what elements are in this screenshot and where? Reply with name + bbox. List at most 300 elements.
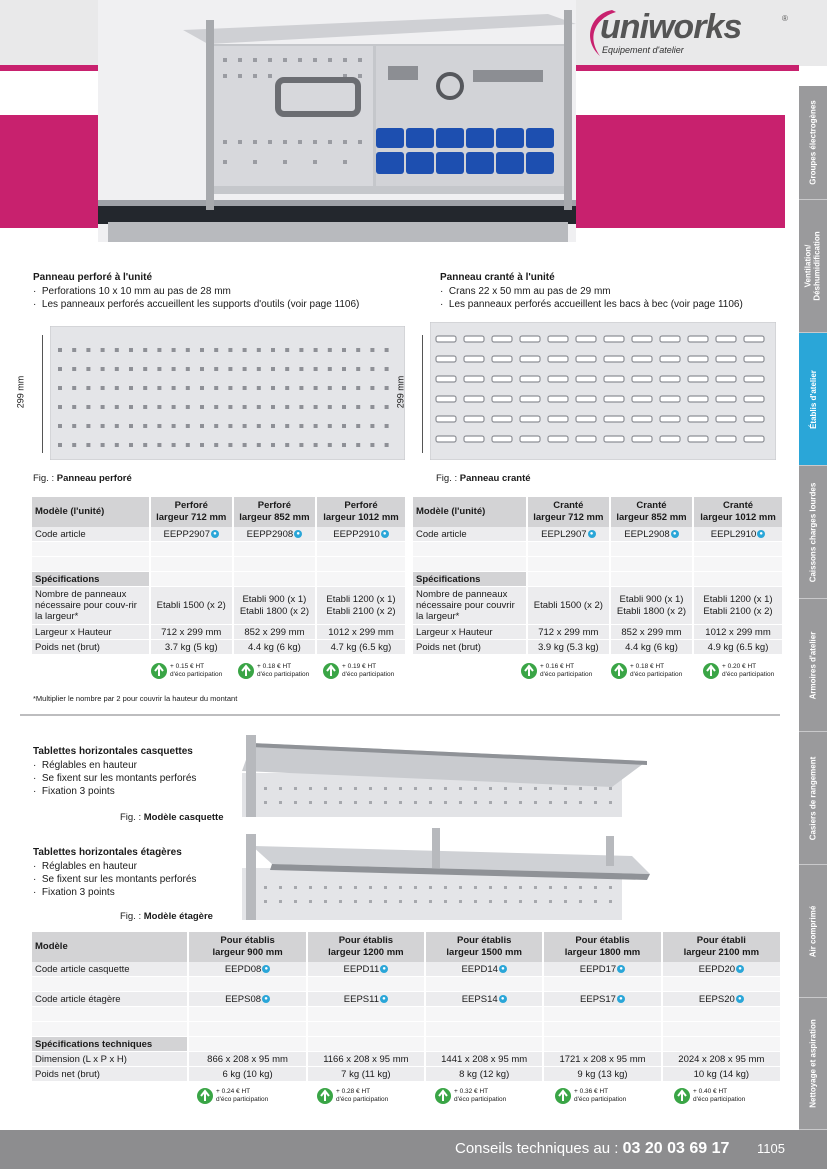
notch-slot (716, 436, 736, 442)
perforation-hole (324, 787, 327, 790)
notch-slot (436, 416, 456, 422)
notch-slot (688, 356, 708, 362)
perforation-hole (328, 424, 332, 428)
perforation-hole (339, 886, 342, 889)
perforation-hole (314, 424, 318, 428)
perforation-hole (354, 801, 357, 804)
casquette-title: Tablettes horizontales casquettes (33, 746, 193, 757)
code-cell: EEPS11 ● (308, 992, 424, 1007)
page-number: 1105 (757, 1141, 785, 1156)
crante-fig-caption: Fig. : Panneau cranté (436, 473, 531, 484)
perforation-hole (257, 424, 261, 428)
info-icon: ● (499, 995, 507, 1003)
perforation-hole (264, 787, 267, 790)
table-header: Perforé largeur 712 mm (151, 497, 232, 527)
perforation-hole (429, 900, 432, 903)
notch-slot (660, 356, 680, 362)
perforation-hole (172, 386, 176, 390)
perforation-hole (342, 405, 346, 409)
perforation-hole (504, 801, 507, 804)
tab-air-comprime[interactable]: Air comprimé (799, 865, 827, 998)
perforation-hole (370, 405, 374, 409)
perforation-hole (369, 801, 372, 804)
perforation-hole (370, 367, 374, 371)
perforation-hole (101, 348, 105, 352)
notch-slot (604, 376, 624, 382)
perforation-hole (489, 886, 492, 889)
tab-caissons[interactable]: Caissons charges lourdes (799, 466, 827, 599)
perforation-hole (299, 367, 303, 371)
info-icon: ● (736, 965, 744, 973)
perforation-hole (186, 405, 190, 409)
eco-participation: + 0.40 € HT d'éco participation (673, 1087, 745, 1105)
perforation-hole (309, 801, 312, 804)
perforation-hole (299, 443, 303, 447)
phone-number[interactable]: 03 20 03 69 17 (622, 1140, 730, 1157)
perforation-hole (271, 367, 275, 371)
bullet-item: · Les panneaux perforés accueillent les supports d'outils (voir page 1106) (33, 299, 360, 310)
perforation-hole (299, 386, 303, 390)
info-icon: ● (380, 995, 388, 1003)
perforation-hole (101, 443, 105, 447)
perforation-hole (594, 886, 597, 889)
notch-slot (464, 416, 484, 422)
perforation-hole (157, 424, 161, 428)
perforation-hole (214, 405, 218, 409)
perforation-hole (228, 443, 232, 447)
perforation-hole (328, 386, 332, 390)
perforation-hole (264, 900, 267, 903)
perforation-hole (339, 801, 342, 804)
perforation-hole (101, 405, 105, 409)
perforation-hole (549, 787, 552, 790)
footer-contact: Conseils techniques au : 03 20 03 69 17 (455, 1140, 730, 1157)
perforation-hole (369, 886, 372, 889)
perforation-hole (328, 443, 332, 447)
perforation-hole (534, 900, 537, 903)
notch-slot (464, 396, 484, 402)
perforation-hole (459, 787, 462, 790)
perforation-hole (385, 348, 389, 352)
code-cell: EEPS20 ● (663, 992, 780, 1007)
perforation-hole (384, 886, 387, 889)
perforation-hole (342, 386, 346, 390)
perforation-hole (385, 405, 389, 409)
notch-slot (716, 336, 736, 342)
bullet-item: · Réglables en hauteur (33, 861, 137, 872)
table-header: Pour établis largeur 1200 mm (308, 932, 424, 962)
notch-slot (660, 336, 680, 342)
info-icon: ● (588, 530, 596, 538)
perforation-hole (299, 405, 303, 409)
table-header: Pour établis largeur 1800 mm (544, 932, 660, 962)
perforation-hole (228, 386, 232, 390)
perforation-hole (115, 424, 119, 428)
info-icon: ● (262, 965, 270, 973)
table-header: Modèle (32, 932, 187, 962)
perforation-hole (172, 424, 176, 428)
notch-slot (548, 436, 568, 442)
perforation-hole (257, 348, 261, 352)
notch-slot (576, 336, 596, 342)
perforation-hole (609, 886, 612, 889)
notch-slot (520, 436, 540, 442)
notch-slot (520, 416, 540, 422)
perforation-hole (342, 443, 346, 447)
table-header: Cranté largeur 712 mm (528, 497, 609, 527)
casquette-shelf-image (242, 735, 647, 817)
perforation-hole (444, 787, 447, 790)
etagere-bullets (33, 860, 196, 899)
perforation-hole (519, 886, 522, 889)
perforation-hole (157, 443, 161, 447)
perforation-hole (186, 367, 190, 371)
perforation-hole (143, 424, 147, 428)
casquette-bullets (33, 759, 196, 798)
info-icon: ● (262, 995, 270, 1003)
perforation-hole (279, 886, 282, 889)
perforation-hole (564, 900, 567, 903)
perforation-hole (285, 443, 289, 447)
section-label: Spécifications (413, 572, 526, 587)
perforation-hole (534, 886, 537, 889)
notch-slot (492, 436, 512, 442)
section-label: Spécifications techniques (32, 1037, 187, 1052)
section-label: Spécifications (32, 572, 149, 587)
code-cell: EEPS08 ● (189, 992, 305, 1007)
perforation-hole (264, 886, 267, 889)
perforation-hole (339, 787, 342, 790)
perforation-hole (285, 386, 289, 390)
perforation-hole (86, 424, 90, 428)
tab-armoires[interactable]: Armoires d'atelier (799, 599, 827, 732)
perforation-hole (243, 443, 247, 447)
crante-dimension: 299 mm (408, 335, 428, 453)
shelf-table: Modèle Pour établis largeur 900 mm Pour établis largeur 1200 mm Pour établis largeur 1500 mm Pour établis largeur 1800 mm Pour établi largeur 2100 mm Code article casquette EEPD08 ● EEPD11 ● EEPD14 ● EEPD17 ● EEPD20 ● Code article étagère EEPS08 ● EEPS11 ● EEPS14 ● EEPS17 ● EEPS20 ● Spécifications techniques Dimension (L x P x H) 866 x 208 x 95 mm 1166 x 208 x 95 mm 1441 x 208 x 95 mm 1721 x 208 x 95 mm 2024 x 208 x 95 mm Poids net (brut) 6 kg (10 kg) 7 kg (11 kg) 8 kg (12 kg) 9 kg (13 kg) 10 kg (14 kg) (30, 932, 782, 1082)
eco-participation: + 0.20 € HT d'éco participation (702, 662, 774, 680)
perforation-hole (384, 900, 387, 903)
perforation-hole (271, 424, 275, 428)
perforation-hole (594, 801, 597, 804)
perforation-hole (157, 348, 161, 352)
perforation-hole (101, 424, 105, 428)
perforation-hole (129, 348, 133, 352)
perforation-hole (414, 900, 417, 903)
notch-slot (576, 396, 596, 402)
perforation-hole (271, 443, 275, 447)
perforation-hole (115, 348, 119, 352)
perforation-hole (214, 443, 218, 447)
perforation-hole (129, 405, 133, 409)
perforation-hole (399, 787, 402, 790)
table-header: Perforé largeur 1012 mm (317, 497, 405, 527)
notch-slot (604, 356, 624, 362)
tab-ventilation[interactable]: Ventilation/ Déshumidification (799, 200, 827, 333)
notch-slot (744, 436, 764, 442)
notch-slot (744, 416, 764, 422)
perforation-hole (72, 405, 76, 409)
notch-slot (576, 416, 596, 422)
notch-slot (632, 356, 652, 362)
recycle-icon (434, 1087, 452, 1105)
table-header: Pour établis largeur 1500 mm (426, 932, 542, 962)
perforation-hole (72, 443, 76, 447)
info-icon: ● (757, 530, 765, 538)
perforation-hole (385, 443, 389, 447)
perforation-hole (72, 367, 76, 371)
perforation-hole (115, 405, 119, 409)
perforation-hole (579, 801, 582, 804)
perfore-table: Modèle (l'unité) Perforé largeur 712 mm Perforé largeur 852 mm Perforé largeur 1012 mm Code article EEPP2907 ● EEPP2908 ● EEPP2910 ● Spécifications Nombre de panneaux nécessaire pour couv-rir la largeur* Etabli 1500 (x 2) Etabli 900 (x 1) Etabli 1800 (x 2) Etabli 1200 (x 1) Etabli 2100 (x 2) Largeur x Hauteur 712 x 299 mm 852 x 299 mm 1012 x 299 mm Poids net (brut) 3.7 kg (5 kg) 4.4 kg (6 kg) 4.7 kg (6.5 kg) (30, 497, 407, 655)
notch-slot (436, 396, 456, 402)
perforation-hole (384, 787, 387, 790)
perforation-hole (328, 405, 332, 409)
perforation-hole (115, 367, 119, 371)
crante-title: Panneau cranté à l'unité (440, 272, 555, 283)
perforation-hole (243, 367, 247, 371)
bullet-item: · Fixation 3 points (33, 887, 115, 898)
perforation-hole (294, 787, 297, 790)
perforation-hole (314, 443, 318, 447)
perforation-hole (489, 801, 492, 804)
perforation-hole (200, 405, 204, 409)
perforation-hole (579, 787, 582, 790)
notch-slot (660, 416, 680, 422)
perforation-hole (549, 900, 552, 903)
perforation-hole (143, 367, 147, 371)
perforation-hole (243, 386, 247, 390)
notch-slot (548, 356, 568, 362)
perforation-hole (429, 886, 432, 889)
perforation-hole (474, 886, 477, 889)
perforation-hole (101, 367, 105, 371)
tab-groupes-electrogenes[interactable]: Groupes électrogènes (799, 86, 827, 200)
eco-participation: + 0.18 € HT d'éco participation (237, 662, 309, 680)
notch-slot (716, 396, 736, 402)
row-label: Code article (32, 527, 149, 542)
recycle-icon (520, 662, 538, 680)
perforation-hole (342, 348, 346, 352)
perforation-hole (58, 424, 62, 428)
code-cell: EEPD11 ● (308, 962, 424, 977)
notch-slot (744, 396, 764, 402)
notch-slot (548, 416, 568, 422)
perforation-hole (354, 787, 357, 790)
perforation-hole (228, 367, 232, 371)
tab-casiers[interactable]: Casiers de rangement (799, 732, 827, 865)
recycle-icon (237, 662, 255, 680)
notch-slot (660, 396, 680, 402)
etagere-title: Tablettes horizontales étagères (33, 847, 182, 858)
perforation-hole (115, 443, 119, 447)
perforation-hole (579, 886, 582, 889)
perforation-hole (243, 348, 247, 352)
perforation-hole (294, 900, 297, 903)
perforation-hole (385, 386, 389, 390)
perforation-hole (444, 886, 447, 889)
notch-slot (548, 336, 568, 342)
bullet-item: · Crans 22 x 50 mm au pas de 29 mm (440, 286, 611, 297)
code-cell: EEPD08 ● (189, 962, 305, 977)
table-header: Perforé largeur 852 mm (234, 497, 315, 527)
perforation-hole (354, 886, 357, 889)
perforation-hole (429, 787, 432, 790)
perforation-hole (609, 787, 612, 790)
bullet-item: · Se fixent sur les montants perforés (33, 773, 197, 784)
notch-slot (604, 416, 624, 422)
info-icon: ● (211, 530, 219, 538)
perforation-hole (534, 787, 537, 790)
brand-registered: ® (782, 14, 788, 23)
perforation-hole (370, 424, 374, 428)
perforation-hole (519, 787, 522, 790)
recycle-icon (196, 1087, 214, 1105)
notch-slot (632, 436, 652, 442)
perforation-hole (356, 424, 360, 428)
tab-etablis-atelier[interactable]: Établis d'atelier (799, 333, 827, 466)
perforation-hole (172, 405, 176, 409)
perforation-hole (314, 348, 318, 352)
notch-slot (632, 376, 652, 382)
perforation-hole (129, 367, 133, 371)
perforation-hole (115, 386, 119, 390)
perforation-hole (143, 405, 147, 409)
notch-slot (520, 356, 540, 362)
bullet-item: · Les panneaux perforés accueillent les bacs à bec (voir page 1106) (440, 299, 743, 310)
table-header: Pour établis largeur 900 mm (189, 932, 305, 962)
code-cell: EEPS14 ● (426, 992, 542, 1007)
notch-slot (716, 356, 736, 362)
recycle-icon (554, 1087, 572, 1105)
code-cell: EEPD20 ● (663, 962, 780, 977)
perforation-hole (414, 801, 417, 804)
code-cell: EEPS17 ● (544, 992, 660, 1007)
perforation-hole (157, 367, 161, 371)
notch-slot (688, 376, 708, 382)
tab-nettoyage[interactable]: Nettoyage et aspiration (799, 998, 827, 1130)
perforation-hole (143, 386, 147, 390)
perforation-hole (143, 443, 147, 447)
brand-name: uniworks (600, 8, 742, 46)
notch-slot (744, 376, 764, 382)
perforation-hole (299, 424, 303, 428)
recycle-icon (702, 662, 720, 680)
perfore-panel-image (50, 326, 405, 460)
perforation-hole (324, 801, 327, 804)
casquette-fig-caption: Fig. : Modèle casquette (120, 812, 224, 823)
perfore-bullets (33, 285, 359, 311)
perforation-hole (564, 801, 567, 804)
notch-slot (436, 376, 456, 382)
crante-panel-image (430, 322, 776, 460)
perforation-hole (279, 787, 282, 790)
perforation-hole (129, 386, 133, 390)
eco-participation: + 0.36 € HT d'éco participation (554, 1087, 626, 1105)
perforation-hole (200, 424, 204, 428)
notch-slot (744, 356, 764, 362)
perforation-hole (549, 801, 552, 804)
notch-slot (688, 336, 708, 342)
notch-slot (492, 356, 512, 362)
notch-slot (436, 356, 456, 362)
perforation-hole (228, 348, 232, 352)
perforation-hole (294, 886, 297, 889)
eco-participation: + 0.24 € HT d'éco participation (196, 1087, 268, 1105)
perforation-hole (459, 900, 462, 903)
crante-bullets (440, 285, 743, 311)
eco-participation: + 0.28 € HT d'éco participation (316, 1087, 388, 1105)
perforation-hole (519, 900, 522, 903)
eco-participation: + 0.32 € HT d'éco participation (434, 1087, 506, 1105)
info-icon: ● (736, 995, 744, 1003)
code-cell: EEPP2908 ● (234, 527, 315, 542)
etagere-shelf-image (242, 828, 652, 920)
perforation-hole (58, 405, 62, 409)
recycle-icon (316, 1087, 334, 1105)
perforation-hole (474, 801, 477, 804)
row-label: Nombre de panneaux nécessaire pour couvrir la largeur* (413, 587, 526, 625)
perforation-hole (58, 348, 62, 352)
notch-slot (436, 336, 456, 342)
perforation-hole (143, 348, 147, 352)
row-label: Code article (413, 527, 526, 542)
perforation-hole (385, 424, 389, 428)
eco-participation: + 0.18 € HT d'éco participation (610, 662, 682, 680)
perforation-hole (519, 801, 522, 804)
notch-slot (632, 396, 652, 402)
recycle-icon (610, 662, 628, 680)
perforation-hole (243, 424, 247, 428)
perforation-hole (257, 367, 261, 371)
perforation-hole (609, 900, 612, 903)
perforation-hole (489, 787, 492, 790)
notch-slot (492, 336, 512, 342)
perforation-hole (279, 801, 282, 804)
notch-slot (436, 436, 456, 442)
row-label: Code article casquette (32, 962, 187, 977)
perforation-hole (369, 787, 372, 790)
notch-slot (464, 356, 484, 362)
notch-slot (632, 416, 652, 422)
code-cell: EEPL2908 ● (611, 527, 692, 542)
eco-participation: + 0.16 € HT d'éco participation (520, 662, 592, 680)
notch-slot (660, 376, 680, 382)
perforation-hole (356, 386, 360, 390)
perforation-hole (228, 424, 232, 428)
recycle-icon (322, 662, 340, 680)
perforation-hole (129, 424, 133, 428)
recycle-icon (673, 1087, 691, 1105)
perforation-hole (186, 348, 190, 352)
perforation-hole (285, 367, 289, 371)
notch-slot (632, 336, 652, 342)
perforation-hole (504, 900, 507, 903)
perforation-hole (459, 801, 462, 804)
perforation-hole (285, 348, 289, 352)
notch-slot (492, 396, 512, 402)
notch-slot (716, 376, 736, 382)
perforation-hole (370, 443, 374, 447)
perforation-hole (271, 405, 275, 409)
sidebar-tabs (799, 86, 827, 1130)
perforation-hole (370, 386, 374, 390)
perforation-hole (200, 386, 204, 390)
perforation-hole (314, 386, 318, 390)
perforation-hole (200, 367, 204, 371)
brand-tagline: Equipement d'atelier (602, 45, 684, 55)
perforation-hole (264, 801, 267, 804)
notch-slot (548, 376, 568, 382)
